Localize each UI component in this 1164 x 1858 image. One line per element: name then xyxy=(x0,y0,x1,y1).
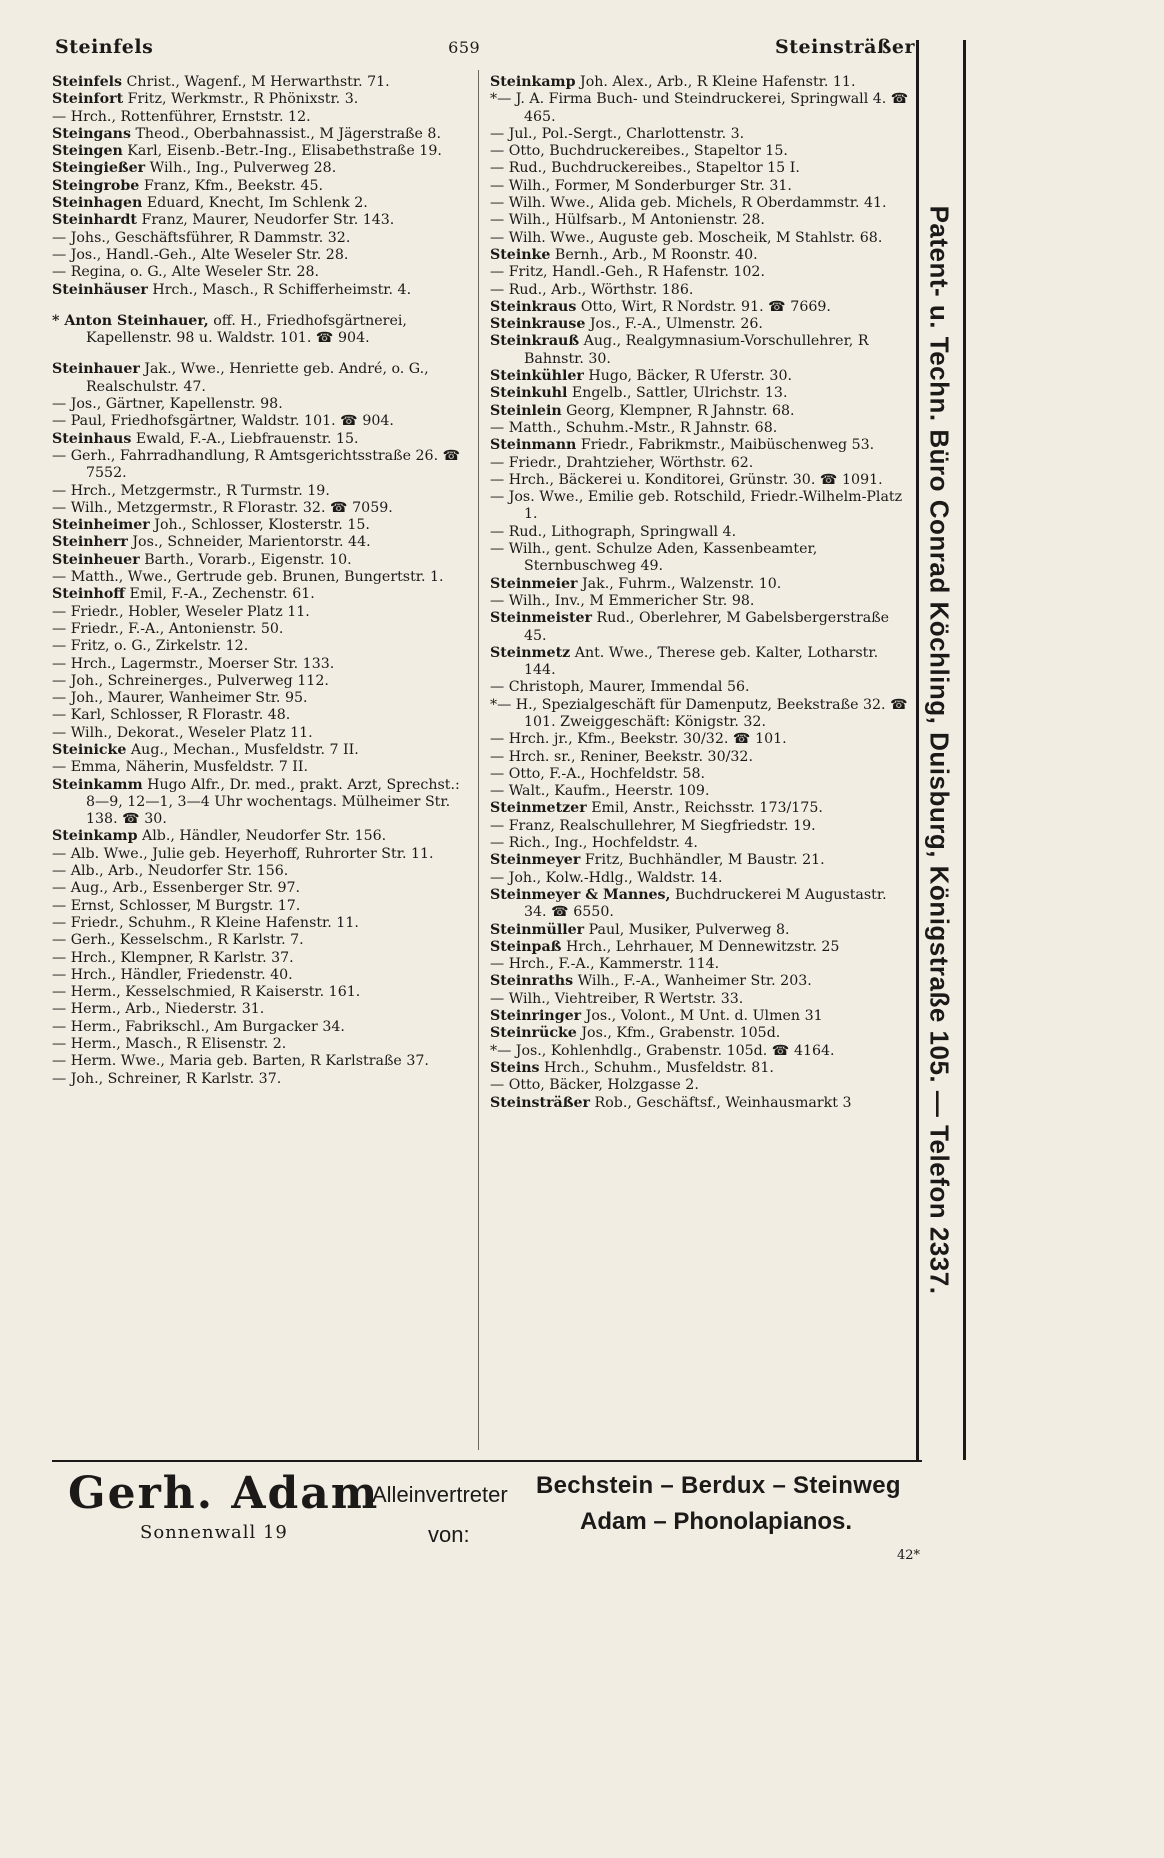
entry-details: — Hrch. sr., Reniner, Beekstr. 30/32. xyxy=(490,748,753,765)
entry-details: — Rud., Buchdruckereibes., Stapeltor 15 I. xyxy=(490,160,800,177)
entry-details: — Walt., Kaufm., Heerstr. 109. xyxy=(490,783,710,800)
directory-entry xyxy=(490,316,910,333)
advert-rule-right xyxy=(963,40,966,1460)
directory-entry xyxy=(490,299,910,316)
entry-details: — Paul, Friedhofsgärtner, Waldstr. 101. ☎ 904. xyxy=(52,413,394,430)
entry-details: Karl, Eisenb.-Betr.-Ing., Elisabethstraße 19. xyxy=(122,143,442,160)
directory-entry xyxy=(490,731,910,748)
directory-entry xyxy=(52,413,472,430)
directory-entry xyxy=(490,852,910,869)
directory-entry xyxy=(490,230,910,247)
directory-entry xyxy=(52,742,472,759)
directory-entry xyxy=(490,956,910,973)
entry-details: — Wilh. Wwe., Alida geb. Michels, R Oberdammstr. 41. xyxy=(490,195,887,212)
page-number: 659 xyxy=(448,37,481,57)
entry-details: — Wilh., Dekorat., Weseler Platz 11. xyxy=(52,724,313,741)
entry-details: Friedr., Fabrikmstr., Maibüschenweg 53. xyxy=(576,437,875,454)
entry-surname: Steinherr xyxy=(52,534,128,551)
directory-entry xyxy=(490,800,910,817)
directory-entry xyxy=(52,552,472,569)
directory-entry xyxy=(52,483,472,500)
entry-details: Eduard, Knecht, Im Schlenk 2. xyxy=(142,195,368,212)
entry-details: — Hrch., Händler, Friedenstr. 40. xyxy=(52,966,293,983)
directory-entry xyxy=(490,212,910,229)
directory-entry xyxy=(52,448,472,483)
directory-entry xyxy=(52,313,472,348)
directory-entry xyxy=(490,247,910,264)
directory-entry xyxy=(52,178,472,195)
directory-entry xyxy=(52,846,472,863)
entry-surname: Steinsträßer xyxy=(490,1094,591,1111)
directory-entry xyxy=(52,74,472,91)
vertical-advert xyxy=(924,40,954,1460)
entry-surname: Steingans xyxy=(52,125,131,142)
entry-details: — Rud., Arb., Wörthstr. 186. xyxy=(490,281,694,298)
entry-details: Joh., Schlosser, Klosterstr. 15. xyxy=(149,517,370,534)
directory-entry xyxy=(52,282,472,299)
entry-surname: Steinhagen xyxy=(52,195,143,212)
directory-entry xyxy=(52,707,472,724)
directory-entry xyxy=(52,759,472,776)
entry-details: Christ., Wagenf., M Herwarthstr. 71. xyxy=(122,74,390,90)
advert-text: Patent- u. Techn. Büro Conrad Köchling, Duisburg, Königstraße 105. — Telefon 2337. xyxy=(924,205,955,1295)
entry-details: Buchdruckerei M Augustastr. 34. ☎ 6550. xyxy=(524,886,887,921)
directory-entry xyxy=(490,195,910,212)
entry-surname: Steinkraus xyxy=(490,298,577,315)
directory-entry xyxy=(52,586,472,603)
directory-entry xyxy=(52,932,472,949)
entry-details: Hrch., Lehrhauer, M Dennewitzstr. 25 xyxy=(561,938,840,955)
entry-details: Paul, Musiker, Pulverweg 8. xyxy=(584,921,790,938)
brands-line-2: Adam – Phonolapianos. xyxy=(580,1508,853,1535)
entry-details: Bernh., Arb., M Roonstr. 40. xyxy=(550,246,758,263)
directory-entry xyxy=(52,950,472,967)
entry-surname: Steinhoff xyxy=(52,586,125,603)
entry-surname: Steinkühler xyxy=(490,368,584,385)
entry-details: — Hrch., Rottenführer, Ernststr. 12. xyxy=(52,108,311,125)
entry-surname: Steingießer xyxy=(52,160,146,177)
entry-details: — Friedr., Drahtzieher, Wörthstr. 62. xyxy=(490,454,754,471)
directory-entry xyxy=(490,1043,910,1060)
entry-details: — Herm., Fabrikschl., Am Burgacker 34. xyxy=(52,1018,345,1035)
entry-details: Engelb., Sattler, Ulrichstr. 13. xyxy=(567,385,788,402)
directory-entry xyxy=(490,991,910,1008)
directory-entry xyxy=(490,437,910,454)
entry-details: — Johs., Geschäftsführer, R Dammstr. 32. xyxy=(52,229,351,246)
directory-entry xyxy=(490,1060,910,1077)
entry-details: Ewald, F.-A., Liebfrauenstr. 15. xyxy=(131,430,359,447)
directory-entry xyxy=(490,74,910,91)
directory-entry xyxy=(52,500,472,517)
directory-entry xyxy=(52,777,472,829)
entry-details: — Joh., Schreinerges., Pulverweg 112. xyxy=(52,672,329,689)
page-header xyxy=(55,32,915,62)
entry-details: Hugo, Bäcker, R Uferstr. 30. xyxy=(583,368,792,385)
entry-details: — Hrch., Metzgermstr., R Turmstr. 19. xyxy=(52,482,330,499)
directory-entry xyxy=(52,967,472,984)
entry-details: Aug., Realgymnasium-Vorschullehrer, R Bahnstr. 30. xyxy=(524,333,869,367)
entry-surname: Steinmetz xyxy=(490,644,571,661)
directory-entry xyxy=(52,898,472,915)
header-left-keyword: Steinfels xyxy=(55,36,154,58)
directory-entry xyxy=(490,1095,910,1112)
entry-surname: Steinmeister xyxy=(490,610,593,627)
directory-entry xyxy=(52,361,472,396)
entry-gap xyxy=(52,299,472,313)
entry-details: Jos., F.-A., Ulmenstr. 26. xyxy=(585,316,763,333)
entry-details: Hrch., Masch., R Schifferheimstr. 4. xyxy=(147,281,412,298)
entry-details: — Herm., Arb., Niederstr. 31. xyxy=(52,1001,265,1018)
entry-details: — Hrch., Klempner, R Karlstr. 37. xyxy=(52,949,294,966)
entry-details: — Emma, Näherin, Musfeldstr. 7 II. xyxy=(52,759,309,776)
directory-entry xyxy=(490,264,910,281)
directory-entry xyxy=(52,534,472,551)
entry-details: *— J. A. Firma Buch- und Steindruckerei, Springwall 4. ☎ 465. xyxy=(490,91,909,125)
directory-entry xyxy=(52,863,472,880)
entry-details: — Joh., Maurer, Wanheimer Str. 95. xyxy=(52,690,308,707)
entry-surname: Steinkrauß xyxy=(490,333,580,350)
directory-entry xyxy=(490,333,910,368)
directory-entry xyxy=(52,109,472,126)
entry-details: — Matth., Wwe., Gertrude geb. Brunen, Bungertstr. 1. xyxy=(52,569,444,586)
entry-details: Theod., Oberbahnassist., M Jägerstraße 8. xyxy=(130,125,441,142)
directory-entry xyxy=(52,1071,472,1088)
entry-details: Fritz, Werkmstr., R Phönixstr. 3. xyxy=(123,91,359,108)
entry-details: — Ernst, Schlosser, M Burgstr. 17. xyxy=(52,897,301,914)
entry-details: — Jos., Gärtner, Kapellenstr. 98. xyxy=(52,396,283,413)
directory-entry xyxy=(52,396,472,413)
entry-details: Jos., Volont., M Unt. d. Ulmen 31 xyxy=(581,1008,823,1025)
entry-surname: Steinmann xyxy=(490,437,577,454)
entry-details: — Franz, Realschullehrer, M Siegfriedstr. 19. xyxy=(490,817,816,834)
entry-surname: Steinmüller xyxy=(490,921,585,938)
entry-details: Barth., Vorarb., Eigenstr. 10. xyxy=(139,551,352,568)
sheet-mark: 42* xyxy=(896,1548,920,1563)
directory-entry xyxy=(490,143,910,160)
entry-surname: Steinfort xyxy=(52,91,124,108)
entry-details: — Friedr., F.-A., Antonienstr. 50. xyxy=(52,620,284,637)
entry-details: Joh. Alex., Arb., R Kleine Hafenstr. 11. xyxy=(575,74,856,90)
entry-surname: Steinhardt xyxy=(52,212,137,229)
entry-surname: Steinlein xyxy=(490,402,562,419)
entry-details: — Rich., Ing., Hochfeldstr. 4. xyxy=(490,835,698,852)
directory-entry xyxy=(490,749,910,766)
directory-entry xyxy=(490,368,910,385)
directory-entry xyxy=(52,725,472,742)
entry-details: Hrch., Schuhm., Musfeldstr. 81. xyxy=(539,1059,774,1076)
entry-details: — Wilh. Wwe., Auguste geb. Moscheik, M Stahlstr. 68. xyxy=(490,229,883,246)
directory-entry xyxy=(490,282,910,299)
von-label: von: xyxy=(428,1522,470,1547)
entry-details: — Joh., Schreiner, R Karlstr. 37. xyxy=(52,1070,282,1087)
entry-surname: Steins xyxy=(490,1059,540,1076)
directory-entry xyxy=(52,673,472,690)
entry-surname: Steingen xyxy=(52,143,123,160)
entry-details: Alb., Händler, Neudorfer Str. 156. xyxy=(137,828,387,845)
alleinvertreter-label: Alleinvertreter xyxy=(372,1482,508,1507)
entry-details: — Hrch. jr., Kfm., Beekstr. 30/32. ☎ 101. xyxy=(490,731,787,748)
footer-rule xyxy=(52,1460,922,1462)
entry-details: — Christoph, Maurer, Immendal 56. xyxy=(490,679,750,696)
directory-entry xyxy=(52,638,472,655)
directory-entry xyxy=(52,1001,472,1018)
directory-entry xyxy=(490,455,910,472)
directory-entry xyxy=(490,973,910,990)
entry-details: — Wilh., Inv., M Emmericher Str. 98. xyxy=(490,592,755,609)
entry-details: — Friedr., Hobler, Weseler Platz 11. xyxy=(52,603,310,620)
directory-entry xyxy=(490,403,910,420)
entry-surname: Steinhäuser xyxy=(52,281,148,298)
directory-entry xyxy=(490,489,910,524)
entry-details: Georg, Klempner, R Jahnstr. 68. xyxy=(561,402,795,419)
directory-entry xyxy=(52,517,472,534)
entry-details: — Wilh., gent. Schulze Aden, Kassenbeamter, Sternbuschweg 49. xyxy=(490,541,818,575)
directory-entry xyxy=(52,656,472,673)
entry-surname: Steinkamm xyxy=(52,776,143,793)
entry-surname: Steinkamp xyxy=(52,828,138,845)
directory-entry xyxy=(490,576,910,593)
advert-rule-left xyxy=(916,40,919,1460)
entry-details: Ant. Wwe., Therese geb. Kalter, Lotharstr. 144. xyxy=(524,644,879,679)
column-divider xyxy=(478,70,479,1450)
directory-entry xyxy=(490,1025,910,1042)
directory-entry xyxy=(490,783,910,800)
directory-entry xyxy=(52,1053,472,1070)
brands-line-1: Bechstein – Berdux – Steinweg xyxy=(536,1472,901,1499)
directory-entry xyxy=(490,697,910,732)
right-column xyxy=(490,74,910,1112)
directory-entry xyxy=(490,178,910,195)
entry-details: — Jul., Pol.-Sergt., Charlottenstr. 3. xyxy=(490,125,745,142)
directory-entry xyxy=(490,541,910,576)
directory-entry xyxy=(52,247,472,264)
directory-entry xyxy=(490,593,910,610)
left-column xyxy=(52,74,472,1088)
entry-details: — Friedr., Schuhm., R Kleine Hafenstr. 11. xyxy=(52,914,359,931)
entry-surname: Steinkamp xyxy=(490,74,576,90)
advertiser-address: Sonnenwall 19 xyxy=(140,1522,288,1543)
directory-entry xyxy=(490,887,910,922)
entry-surname: * Anton Steinhauer, xyxy=(52,312,209,329)
entry-surname: Steinheimer xyxy=(52,517,150,534)
entry-details: Jos., Schneider, Marientorstr. 44. xyxy=(127,534,371,551)
entry-details: *— Jos., Kohlenhdlg., Grabenstr. 105d. ☎ 4164. xyxy=(490,1042,835,1059)
directory-entry xyxy=(52,143,472,160)
directory-entry xyxy=(490,870,910,887)
directory-entry xyxy=(52,604,472,621)
directory-entry xyxy=(52,690,472,707)
entry-details: — Alb., Arb., Neudorfer Str. 156. xyxy=(52,863,289,880)
entry-details: off. H., Friedhofsgärtnerei, Kapellenstr. 98 u. Waldstr. 101. ☎ 904. xyxy=(86,312,407,347)
directory-entry xyxy=(52,569,472,586)
directory-entry xyxy=(52,160,472,177)
entry-details: — Gerh., Fahrradhandlung, R Amtsgerichtsstraße 26. ☎ 7552. xyxy=(52,447,461,482)
entry-details: — Fritz, o. G., Zirkelstr. 12. xyxy=(52,638,249,655)
entry-surname: Steinkrause xyxy=(490,316,586,333)
directory-entry xyxy=(52,828,472,845)
entry-details: Jak., Fuhrm., Walzenstr. 10. xyxy=(577,575,782,592)
entry-details: — Jos. Wwe., Emilie geb. Rotschild, Friedr.-Wilhelm-Platz 1. xyxy=(490,489,903,523)
entry-surname: Steinmeyer & Mannes, xyxy=(490,886,671,903)
directory-entry xyxy=(52,91,472,108)
entry-surname: Steinpaß xyxy=(490,938,562,955)
entry-surname: Steinhaus xyxy=(52,430,132,447)
entry-details: — Herm. Wwe., Maria geb. Barten, R Karlstraße 37. xyxy=(52,1053,429,1070)
directory-entry xyxy=(52,195,472,212)
entry-details: *— H., Spezialgeschäft für Damenputz, Beekstraße 32. ☎ 101. Zweiggeschäft: Königstr. 32. xyxy=(490,696,908,730)
entry-details: Franz, Kfm., Beekstr. 45. xyxy=(139,177,324,194)
entry-surname: Steinheuer xyxy=(52,551,140,568)
directory-entry xyxy=(490,524,910,541)
directory-entry xyxy=(52,880,472,897)
entry-details: — Herm., Kesselschmied, R Kaiserstr. 161. xyxy=(52,984,361,1001)
entry-details: Franz, Maurer, Neudorfer Str. 143. xyxy=(137,212,395,229)
directory-entry xyxy=(52,984,472,1001)
header-right-keyword: Steinsträßer xyxy=(775,36,915,58)
entry-details: Jos., Kfm., Grabenstr. 105d. xyxy=(576,1025,781,1042)
entry-details: Wilh., Ing., Pulverweg 28. xyxy=(145,160,337,177)
directory-entry xyxy=(52,431,472,448)
entry-details: — Regina, o. G., Alte Weseler Str. 28. xyxy=(52,264,320,281)
entry-details: — Otto, Buchdruckereibes., Stapeltor 15. xyxy=(490,143,788,160)
entry-details: — Gerh., Kesselschm., R Karlstr. 7. xyxy=(52,932,304,949)
entry-details: Fritz, Buchhändler, M Baustr. 21. xyxy=(580,852,825,869)
entry-details: Hugo Alfr., Dr. med., prakt. Arzt, Sprechst.: 8—9, 12—1, 3—4 Uhr wochentags. Mülheimer Str. 138. ☎ 30. xyxy=(86,776,460,828)
directory-entry xyxy=(490,679,910,696)
directory-entry xyxy=(490,835,910,852)
entry-details: — Hrch., F.-A., Kammerstr. 114. xyxy=(490,956,720,973)
directory-entry xyxy=(490,420,910,437)
entry-details: — Wilh., Hülfsarb., M Antonienstr. 28. xyxy=(490,212,765,229)
entry-details: — Karl, Schlosser, R Florastr. 48. xyxy=(52,707,291,724)
entry-surname: Steinringer xyxy=(490,1008,582,1025)
directory-entry xyxy=(490,818,910,835)
directory-entry xyxy=(490,939,910,956)
entry-surname: Steinhauer xyxy=(52,361,140,378)
directory-entry xyxy=(490,922,910,939)
entry-details: — Wilh., Metzgermstr., R Florastr. 32. ☎ 7059. xyxy=(52,499,393,516)
entry-details: — Otto, F.-A., Hochfeldstr. 58. xyxy=(490,765,706,782)
directory-entry xyxy=(490,645,910,680)
directory-entry xyxy=(52,1019,472,1036)
entry-details: Rob., Geschäftsf., Weinhausmarkt 3 xyxy=(590,1094,852,1111)
entry-details: — Joh., Kolw.-Hdlg., Waldstr. 14. xyxy=(490,869,723,886)
entry-details: — Herm., Masch., R Elisenstr. 2. xyxy=(52,1036,287,1053)
entry-details: Aug., Mechan., Musfeldstr. 7 II. xyxy=(126,741,359,758)
entry-details: — Matth., Schuhm.-Mstr., R Jahnstr. 68. xyxy=(490,419,778,436)
advertiser-name: Gerh. Adam xyxy=(68,1468,380,1519)
entry-surname: Steinicke xyxy=(52,741,127,758)
entry-surname: Steingrobe xyxy=(52,177,140,194)
directory-entry xyxy=(52,212,472,229)
directory-entry xyxy=(490,766,910,783)
entry-details: Rud., Oberlehrer, M Gabelsbergerstraße 45. xyxy=(524,610,890,644)
entry-details: — Hrch., Lagermstr., Moerser Str. 133. xyxy=(52,655,335,672)
entry-details: — Alb. Wwe., Julie geb. Heyerhoff, Ruhrorter Str. 11. xyxy=(52,845,434,862)
entry-surname: Steinmeyer xyxy=(490,852,581,869)
entry-details: — Wilh., Viehtreiber, R Wertstr. 33. xyxy=(490,990,744,1007)
entry-details: Jak., Wwe., Henriette geb. André, o. G., Realschulstr. 47. xyxy=(86,361,429,395)
footer-advert xyxy=(0,1460,982,1563)
directory-entry xyxy=(490,1077,910,1094)
directory-entry xyxy=(490,472,910,489)
directory-entry xyxy=(490,91,910,126)
entry-details: — Wilh., Former, M Sonderburger Str. 31. xyxy=(490,177,792,194)
directory-entry xyxy=(490,1008,910,1025)
entry-details: — Fritz, Handl.-Geh., R Hafenstr. 102. xyxy=(490,264,765,281)
directory-entry xyxy=(52,126,472,143)
entry-surname: Steinke xyxy=(490,246,551,263)
entry-surname: Steinmetzer xyxy=(490,800,587,817)
entry-surname: Steinraths xyxy=(490,973,574,990)
entry-details: Emil, Anstr., Reichsstr. 173/175. xyxy=(586,800,823,817)
directory-entry xyxy=(52,621,472,638)
directory-entry xyxy=(52,915,472,932)
entry-surname: Steinkuhl xyxy=(490,385,568,402)
directory-entry xyxy=(52,264,472,281)
entry-details: — Aug., Arb., Essenberger Str. 97. xyxy=(52,880,301,897)
entry-surname: Steinrücke xyxy=(490,1025,577,1042)
entry-details: — Hrch., Bäckerei u. Konditorei, Grünstr. 30. ☎ 1091. xyxy=(490,471,883,488)
entry-gap xyxy=(52,347,472,361)
directory-entry xyxy=(490,126,910,143)
directory-entry xyxy=(490,610,910,645)
directory-entry xyxy=(490,385,910,402)
entry-details: Emil, F.-A., Zechenstr. 61. xyxy=(124,586,315,603)
directory-entry xyxy=(490,160,910,177)
directory-entry xyxy=(52,1036,472,1053)
entry-surname: Steinfels xyxy=(52,74,123,90)
entry-details: Wilh., F.-A., Wanheimer Str. 203. xyxy=(573,973,812,990)
entry-details: Otto, Wirt, R Nordstr. 91. ☎ 7669. xyxy=(576,298,831,315)
entry-details: — Rud., Lithograph, Springwall 4. xyxy=(490,523,737,540)
directory-entry xyxy=(52,230,472,247)
entry-details: — Otto, Bäcker, Holzgasse 2. xyxy=(490,1077,699,1094)
entry-surname: Steinmeier xyxy=(490,575,578,592)
entry-details: — Jos., Handl.-Geh., Alte Weseler Str. 28. xyxy=(52,246,349,263)
